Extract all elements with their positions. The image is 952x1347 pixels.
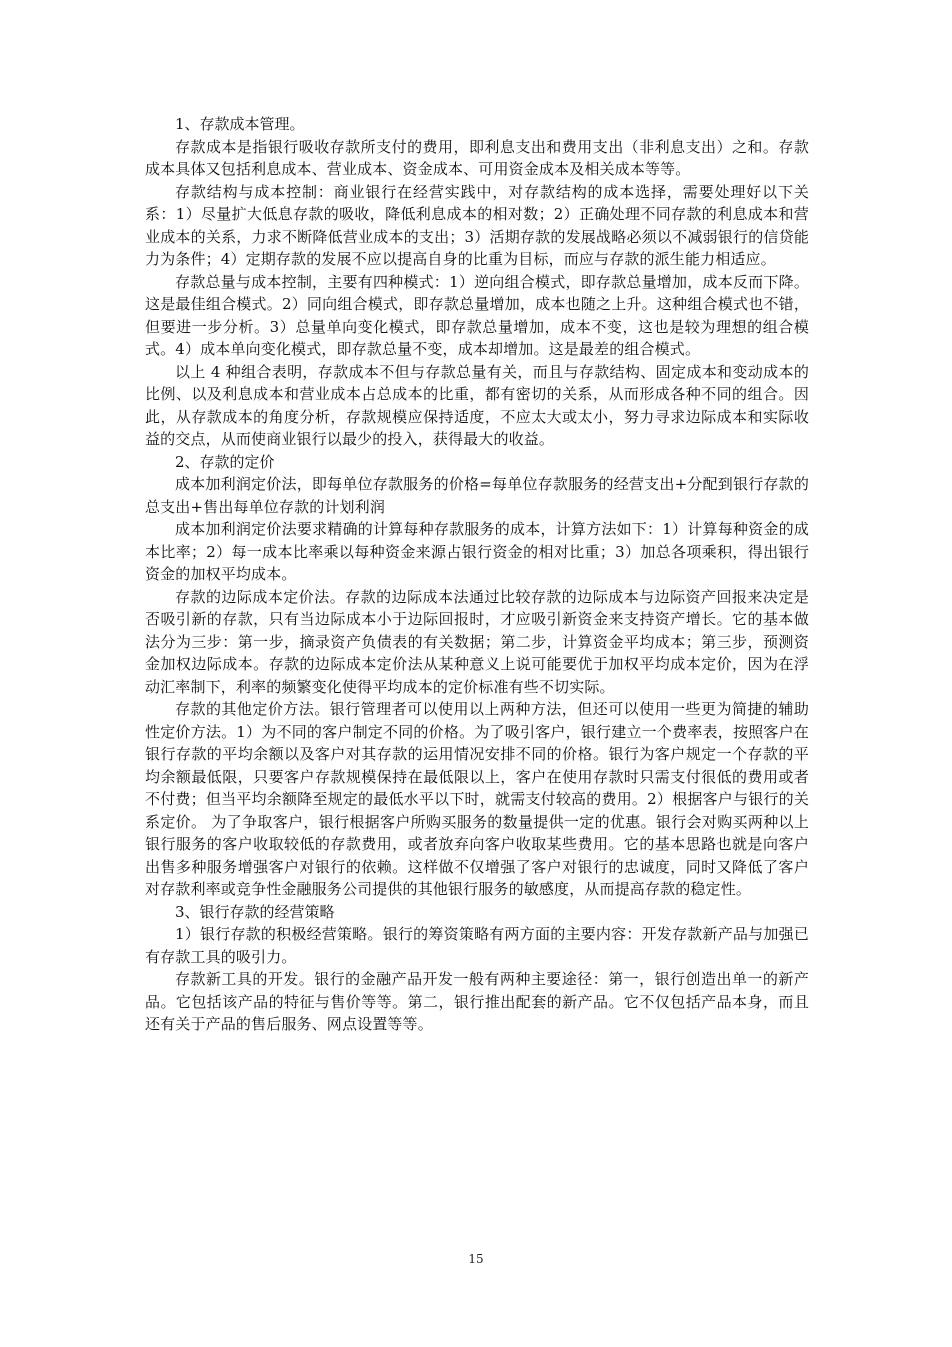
paragraph: 存款成本是指银行吸收存款所支付的费用，即利息支出和费用支出（非利息支出）之和。存款成本具体又包括利息成本、营业成本、资金成本、可用资金成本及相关成本等等。 <box>145 137 809 178</box>
paragraph: 存款总量与成本控制，主要有四种模式：1）逆向组合模式，即存款总量增加，成本反而下降。这是最佳组合模式。2）同向组合模式，即存款总量增加，成本也随之上升。这种组合模式也不错，但要进一步分析。3）总量单向变化模式，即存款总量增加，成本不变，这也是较为理想的组合模式。4）成本单向变化模式，即存款总量不变，成本却增加。这是最差的组合模式。 <box>145 272 809 358</box>
section-heading: 3、银行存款的经营策略 <box>175 902 335 921</box>
paragraph: 存款的其他定价方法。银行管理者可以使用以上两种方法，但还可以使用一些更为简捷的辅助性定价方法。1）为不同的客户制定不同的价格。为了吸引客户，银行建立一个费率表，按照客户在银行存款的平均余额以及客户对其存款的运用情况安排不同的价格。银行为客户规定一个存款的平均余额最低限，只要客户存款规模保持在最低限以上，客户在使用存款时只需支付很低的费用或者不付费；但当平均余额降至规定的最低水平以下时，就需支付较高的费用。2）根据客户与银行的关系定价。 为了争取客户，银行根据客户所购买服务的数量提供一定的优惠。银行会对购买两种以上银行服务的客户收取较低的存款费用，或者放弃向客户收取某些费用。它的基本思路也就是向客户出售多种服务增强客户对银行的依赖。这样做不仅增强了客户对银行的忠诚度，同时又降低了客户对存款利率或竞争性金融服务公司提供的其他银行服务的敏感度，从而提高存款的稳定性。 <box>145 700 809 898</box>
page-body <box>145 113 809 1036</box>
section-heading: 1、存款成本管理。 <box>175 115 305 133</box>
paragraph: 以上 4 种组合表明，存款成本不但与存款总量有关，而且与存款结构、固定成本和变动成本的比例、以及利息成本和营业成本占总成本的比重，都有密切的关系，从而形成各种不同的组合。因此，从存款成本的角度分析，存款规模应保持适度，不应太大或太小，努力寻求边际成本和实际收益的交点，从而使商业银行以最少的投入，获得最大的收益。 <box>145 362 809 448</box>
paragraph: 成本加利润定价法，即每单位存款服务的价格=每单位存款服务的经营支出+分配到银行存款的总支出+售出每单位存款的计划利润 <box>145 475 809 516</box>
paragraph: 成本加利润定价法要求精确的计算每种存款服务的成本，计算方法如下：1）计算每种资金的成本比率；2）每一成本比率乘以每种资金来源占银行资金的相对比重；3）加总各项乘积，得出银行资金的加权平均成本。 <box>145 520 809 583</box>
paragraph: 1）银行存款的积极经营策略。银行的筹资策略有两方面的主要内容：开发存款新产品与加强已有存款工具的吸引力。 <box>145 925 809 966</box>
page-number: 15 <box>468 1252 484 1266</box>
paragraph: 存款新工具的开发。银行的金融产品开发一般有两种主要途径：第一，银行创造出单一的新产品。它包括该产品的特征与售价等等。第二，银行推出配套的新产品。它不仅包括产品本身，而且还有关于产品的售后服务、网点设置等等。 <box>145 970 809 1033</box>
paragraph: 存款的边际成本定价法。存款的边际成本法通过比较存款的边际成本与边际资产回报来决定是否吸引新的存款，只有当边际成本小于边际回报时，才应吸引新资金来支持资产增长。它的基本做法分为三步：第一步，摘录资产负债表的有关数据；第二步，计算资金平均成本；第三步，预测资金加权边际成本。存款的边际成本定价法从某种意义上说可能要优于加权平均成本定价，因为在浮动汇率制下，利率的频繁变化使得平均成本的定价标准有些不切实际。 <box>145 587 809 696</box>
section-heading: 2、存款的定价 <box>175 452 275 471</box>
paragraph: 存款结构与成本控制：商业银行在经营实践中，对存款结构的成本选择，需要处理好以下关系：1）尽量扩大低息存款的吸收，降低利息成本的相对数；2）正确处理不同存款的利息成本和营业成本的关系，力求不断降低营业成本的支出；3）活期存款的发展战略必须以不减弱银行的信贷能力为条件；4）定期存款的发展不应以提高自身的比重为目标，而应与存款的派生能力相适应。 <box>145 182 809 268</box>
